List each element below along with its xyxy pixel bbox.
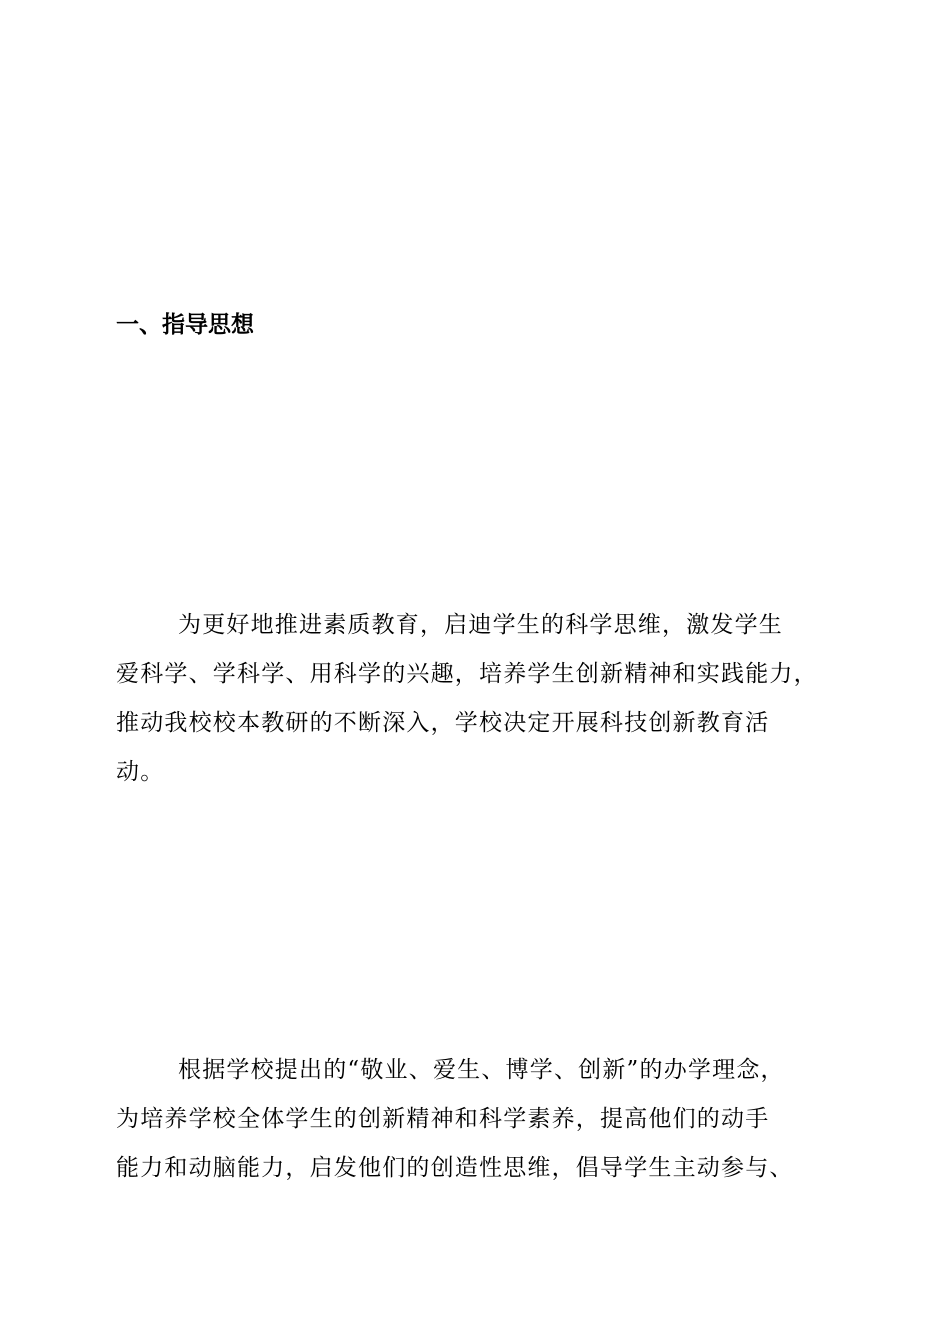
paragraph-line: 推动我校校本教研的不断深入，学校决定开展科技创新教育活 (116, 710, 770, 736)
paragraph-guiding-idea (116, 601, 826, 797)
paragraph-line: 能力和动脑能力，启发他们的创造性思维，倡导学生主动参与、 (116, 1155, 794, 1181)
paragraph-line: 为培养学校全体学生的创新精神和科学素养，提高他们的动手 (116, 1106, 770, 1132)
paragraph-line: 根据学校提出的“敬业、爱生、博学、创新”的办学理念， (178, 1057, 785, 1083)
paragraph-school-philosophy (116, 1046, 826, 1193)
section-heading: 一、指导思想 (116, 312, 254, 338)
paragraph-line: 为更好地推进素质教育，启迪学生的科学思维，激发学生 (178, 612, 783, 638)
paragraph-line: 动。 (116, 759, 165, 785)
paragraph-line: 爱科学、学科学、用科学的兴趣，培养学生创新精神和实践能力， (116, 661, 818, 687)
